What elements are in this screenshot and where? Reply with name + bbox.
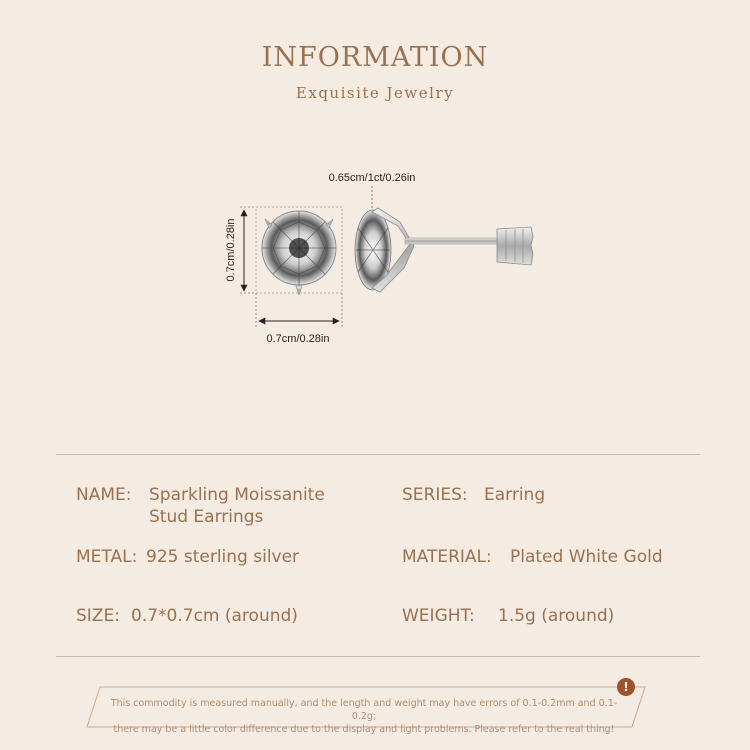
exclamation-icon: !: [617, 678, 635, 696]
name-value-line1: Sparkling Moissanite: [149, 485, 325, 505]
weight-value: 1.5g (around): [498, 606, 615, 626]
page-title: INFORMATION: [261, 42, 489, 73]
size-label: SIZE:: [76, 606, 120, 626]
height-label: 0.7cm/0.28in: [225, 218, 237, 282]
earring-side-view: [355, 208, 533, 292]
width-label: 0.7cm/0.28in: [266, 333, 330, 345]
notice-text: [104, 697, 624, 736]
weight-label: WEIGHT:: [402, 606, 475, 626]
material-value: Plated White Gold: [510, 547, 663, 567]
page-subtitle: Exquisite Jewelry: [295, 84, 455, 102]
material-label: MATERIAL:: [402, 547, 492, 567]
name-value-line2: Stud Earrings: [149, 507, 264, 527]
stone-front-view: [256, 207, 342, 295]
stone-size-label: 0.65cm/1ct/0.26in: [328, 172, 416, 184]
notice-line1: This commodity is measured manually, and the length and weight may have errors of 0.1-0.2mm and 0.1-0.2g;: [110, 698, 618, 722]
series-value: Earring: [484, 485, 546, 505]
disclaimer-notice: [86, 680, 646, 735]
divider-bottom: [56, 656, 700, 657]
size-value: 0.7*0.7cm (around): [131, 606, 298, 626]
series-label: SERIES:: [402, 485, 468, 505]
notice-line2: there may be a little color difference due to the display and light problems. Please refer to the real thing!: [113, 724, 615, 735]
metal-value: 925 sterling silver: [146, 547, 300, 567]
divider-top: [56, 454, 700, 455]
name-label: NAME:: [76, 485, 132, 505]
metal-label: METAL:: [76, 547, 138, 567]
